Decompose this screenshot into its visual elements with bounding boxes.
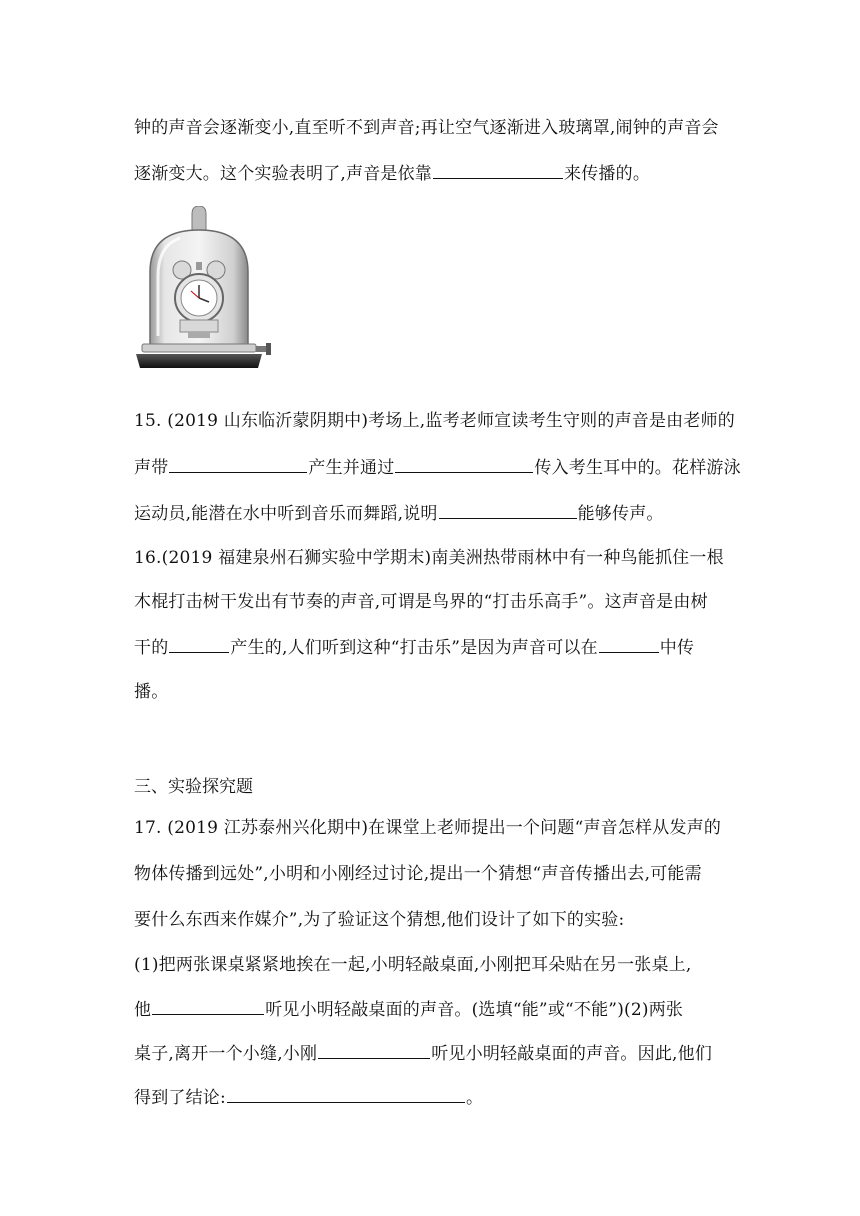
q15-line-1: 15. (2019 山东临沂蒙阴期中)考场上,监考老师宣读考生守则的声音是由老师的	[134, 411, 735, 431]
q17-line-6: 桌子,离开一个小缝,小刚 听见小明轻敲桌面的声音。因此,他们	[134, 1044, 713, 1064]
answer-blank[interactable]	[439, 504, 577, 519]
answer-blank[interactable]	[152, 1000, 264, 1015]
answer-blank[interactable]	[169, 458, 307, 473]
answer-blank[interactable]	[227, 1088, 465, 1103]
answer-blank[interactable]	[169, 638, 229, 653]
answer-blank[interactable]	[395, 458, 533, 473]
section-heading: 三、实验探究题	[134, 777, 253, 797]
answer-blank[interactable]	[433, 164, 563, 179]
q16-line-4: 播。	[134, 682, 169, 702]
q17-line-4: (1)把两张课桌紧紧地挨在一起,小明轻敲桌面,小刚把耳朵贴在另一张桌上,	[134, 955, 692, 975]
answer-blank[interactable]	[318, 1044, 430, 1059]
q17-line-5: 他 听见小明轻敲桌面的声音。(选填“能”或“不能”)(2)两张	[134, 1000, 684, 1020]
q15-line-2: 声带 产生并通过 传入考生耳中的。花样游泳	[134, 458, 741, 478]
q17-line-3: 要什么东西来作媒介”,为了验证这个猜想,他们设计了如下的实验:	[134, 910, 625, 930]
q16-line-3: 干的 产生的,人们听到这种“打击乐”是因为声音可以在 中传	[134, 638, 695, 658]
bell-jar-alarm-clock-image	[136, 206, 276, 374]
q17-line-7: 得到了结论: 。	[134, 1088, 484, 1108]
q14-line-2: 逐渐变大。这个实验表明了,声音是依靠 来传播的。	[134, 164, 651, 184]
q16-line-1: 16.(2019 福建泉州石狮实验中学期末)南美洲热带雨林中有一种鸟能抓住一根	[134, 548, 724, 568]
q14-line-1: 钟的声音会逐渐变小,直至听不到声音;再让空气逐渐进入玻璃罩,闹钟的声音会	[134, 118, 719, 138]
q16-line-2: 木棍打击树干发出有节奏的声音,可谓是鸟界的“打击乐高手”。这声音是由树	[134, 592, 708, 612]
q17-line-2: 物体传播到远处”,小明和小刚经过讨论,提出一个猜想“声音传播出去,可能需	[134, 864, 702, 884]
q15-line-3: 运动员,能潜在水中听到音乐而舞蹈,说明 能够传声。	[134, 504, 664, 524]
q17-line-1: 17. (2019 江苏泰州兴化期中)在课堂上老师提出一个问题“声音怎样从发声的	[134, 818, 722, 838]
answer-blank[interactable]	[599, 638, 659, 653]
